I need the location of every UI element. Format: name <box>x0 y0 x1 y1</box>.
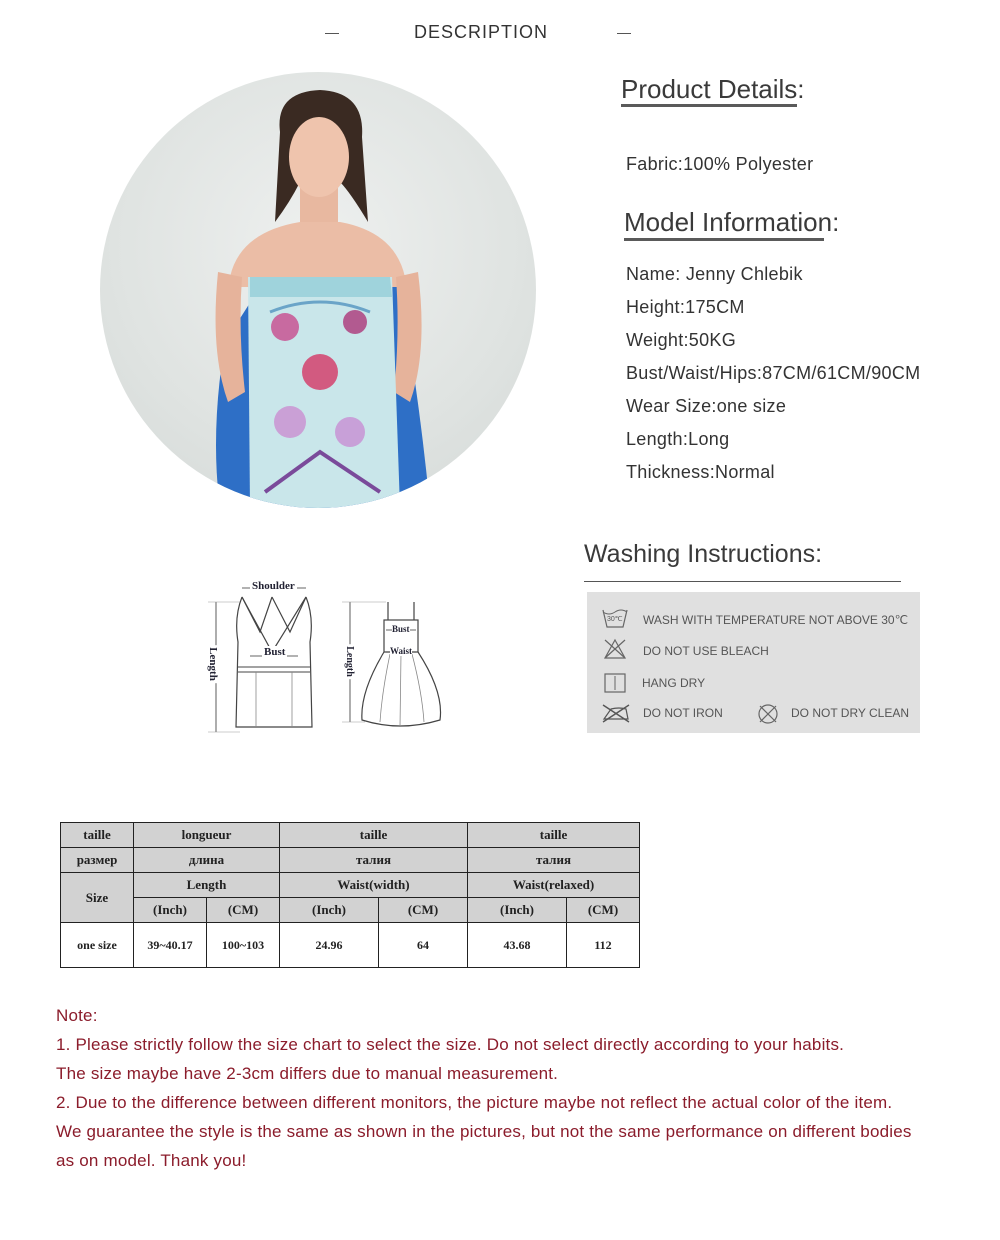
table-cell: 39~40.17 <box>134 923 207 968</box>
note-line-1: 1. Please strictly follow the size chart to select the size. Do not select directly according to your habits. <box>56 1035 845 1054</box>
table-row <box>61 898 640 923</box>
no-bleach-icon <box>603 638 627 660</box>
waist-label-dress: Waist <box>390 646 413 656</box>
table-cell: (Inch) <box>280 898 379 923</box>
table-cell: taille <box>468 823 640 848</box>
hang-dry-text: HANG DRY <box>642 676 706 690</box>
table-cell: (CM) <box>567 898 640 923</box>
table-cell: (CM) <box>207 898 280 923</box>
wash-instruction-text: WASH WITH TEMPERATURE NOT ABOVE 30℃ <box>643 613 909 627</box>
no-iron-text: DO NOT IRON <box>643 706 723 720</box>
note-line-3: 2. Due to the difference between different monitors, the picture maybe not reflect the actual color of the item. <box>56 1093 893 1112</box>
model-information-title: Model Information: <box>624 207 840 237</box>
table-row <box>61 848 640 873</box>
table-cell: 100~103 <box>207 923 280 968</box>
model-photo <box>100 72 536 508</box>
table-cell: longueur <box>134 823 280 848</box>
table-cell: (Inch) <box>134 898 207 923</box>
table-cell: (Inch) <box>468 898 567 923</box>
table-cell: (CM) <box>379 898 468 923</box>
no-iron-icon <box>601 703 631 723</box>
size-chart-table <box>60 822 640 968</box>
model-information-underline <box>624 238 824 241</box>
table-cell: 64 <box>379 923 468 968</box>
model-thickness: Thickness:Normal <box>626 462 775 482</box>
bust-label-dress: Bust <box>392 624 410 634</box>
table-cell: one size <box>61 923 134 968</box>
model-illustration <box>100 72 536 508</box>
table-row <box>61 923 640 968</box>
model-length: Length:Long <box>626 429 730 449</box>
table-cell: Size <box>61 873 134 923</box>
washing-underline <box>584 581 901 582</box>
table-cell: Waist(width) <box>280 873 468 898</box>
table-cell: taille <box>280 823 468 848</box>
product-details-underline <box>621 104 797 107</box>
table-cell: 24.96 <box>280 923 379 968</box>
no-bleach-text: DO NOT USE BLEACH <box>643 644 769 658</box>
measurement-diagram <box>200 572 460 742</box>
fabric-text: Fabric:100% Polyester <box>626 154 814 174</box>
model-measurements: Bust/Waist/Hips:87CM/61CM/90CM <box>626 363 921 383</box>
model-weight: Weight:50KG <box>626 330 737 350</box>
length-label-top: Length <box>206 647 219 681</box>
washing-instructions-box <box>587 592 920 733</box>
hang-dry-icon <box>603 672 627 694</box>
product-details-title: Product Details: <box>621 74 805 104</box>
table-row <box>61 823 640 848</box>
table-cell: Length <box>134 873 280 898</box>
model-wear-size: Wear Size:one size <box>626 396 787 416</box>
length-label-dress: Length <box>343 646 355 677</box>
table-cell: 43.68 <box>468 923 567 968</box>
note-title: Note: <box>56 1006 98 1025</box>
note-line-4: We guarantee the style is the same as shown in the pictures, but not the same performance on different bodies <box>56 1122 912 1141</box>
washing-instructions-title: Washing Instructions: <box>584 540 823 568</box>
garment-sketch <box>200 572 460 742</box>
table-cell: Waist(relaxed) <box>468 873 640 898</box>
table-cell: длина <box>134 848 280 873</box>
wash-temp-label: 30℃ <box>607 616 623 623</box>
no-dry-clean-icon <box>757 703 779 725</box>
model-name: Name: Jenny Chlebik <box>626 264 803 284</box>
table-cell: талия <box>468 848 640 873</box>
note-line-2: The size maybe have 2-3cm differs due to manual measurement. <box>56 1064 559 1083</box>
no-dry-clean-text: DO NOT DRY CLEAN <box>791 706 910 720</box>
table-cell: талия <box>280 848 468 873</box>
table-cell: 112 <box>567 923 640 968</box>
note-line-5: as on model. Thank you! <box>56 1151 247 1170</box>
header-dash-right <box>617 33 631 34</box>
note-block <box>56 1001 986 1175</box>
model-height: Height:175CM <box>626 297 745 317</box>
table-cell: taille <box>61 823 134 848</box>
table-cell: размер <box>61 848 134 873</box>
page-title: DESCRIPTION <box>413 22 548 42</box>
table-row <box>61 873 640 898</box>
bust-label-top: Bust <box>264 646 286 658</box>
shoulder-label: Shoulder <box>252 580 295 592</box>
